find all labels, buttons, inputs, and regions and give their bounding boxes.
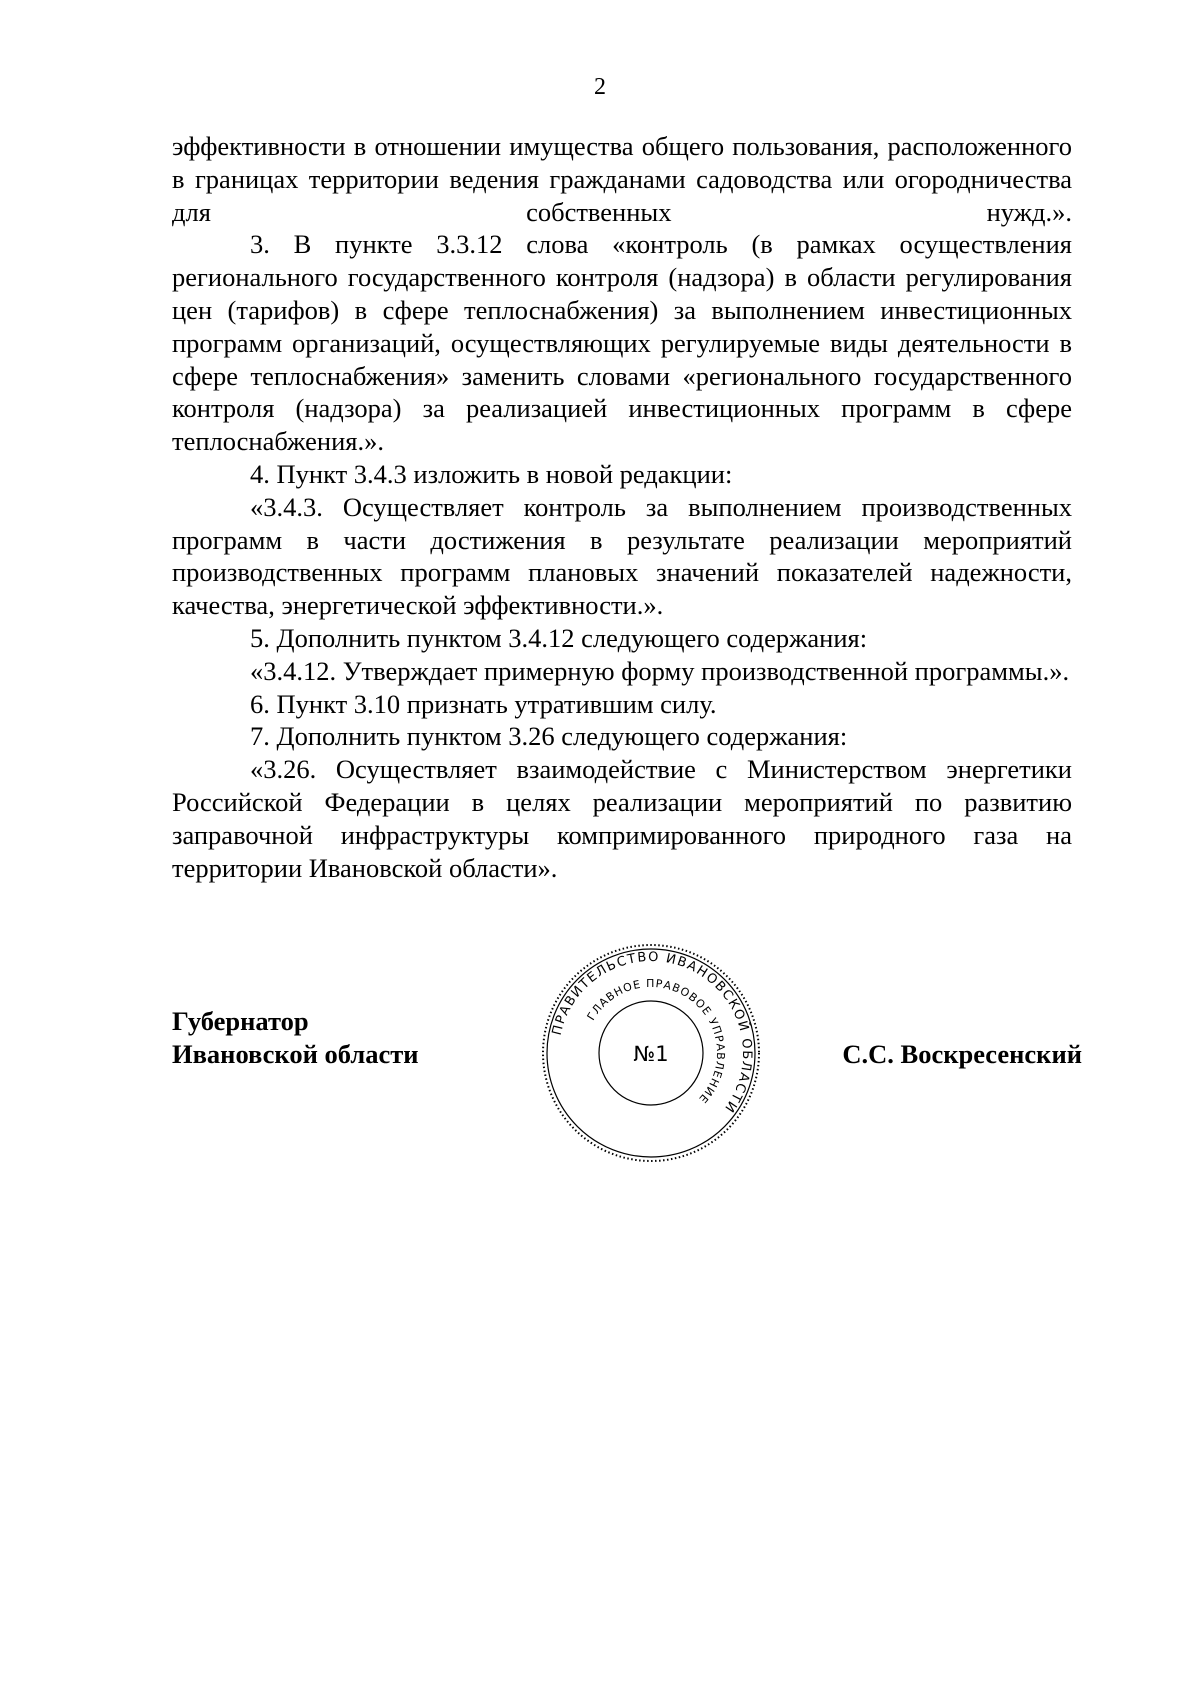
document-body — [172, 130, 1072, 884]
seal-number: №1 — [633, 1042, 669, 1066]
seal-inner-text: ГЛАВНОЕ ПРАВОВОЕ УПРАВЛЕНИЕ — [584, 976, 728, 1107]
paragraph-item-6: 6. Пункт 3.10 признать утратившим силу. — [250, 688, 717, 719]
paragraph-item-4: 4. Пункт 3.4.3 изложить в новой редакции: — [250, 458, 733, 489]
paragraph-continuation: эффективности в отношении имущества общего пользования, расположенного в границах территории ведения гражданами садоводства или огородничества для собственных нужд.». — [172, 131, 1072, 227]
signatory-title-line2: Ивановской области — [172, 1039, 419, 1069]
paragraph-item-7-text: «3.26. Осуществляет взаимодействие с Министерством энергетики Российской Федерации в целях реализации мероприятий по развитию заправочной инфраструктуры компримированного природного газа на территории Ивановской области». — [172, 754, 1072, 883]
paragraph-item-3: 3. В пункте 3.3.12 слова «контроль (в рамках осуществления регионального государственного контроля (надзора) в области регулирования цен (тарифов) в сфере теплоснабжения) за выполнением инвестиционных программ организаций, осуществляющих регулируемые виды деятельности в сфере теплоснабжения» заменить словами «регионального государственного контроля (надзора) за реализацией инвестиционных программ в сфере теплоснабжения.». — [172, 229, 1072, 457]
paragraph-item-4-text: «3.4.3. Осуществляет контроль за выполнением производственных программ в части достижения в результате реализации мероприятий производственных программ плановых значений показателей надежности, качества, энергетической эффективности.». — [172, 491, 1072, 621]
paragraph-item-5-text: «3.4.12. Утверждает примерную форму производственной программы.». — [250, 655, 1070, 686]
seal-outer-text: ПРАВИТЕЛЬСТВО ИВАНОВСКОЙ ОБЛАСТИ — [549, 949, 755, 1116]
paragraph-item-7: 7. Дополнить пунктом 3.26 следующего содержания: — [250, 721, 848, 752]
signatory-title-line1: Губернатор — [172, 1006, 309, 1036]
signatory-title — [172, 1005, 419, 1071]
official-seal — [538, 940, 764, 1166]
page-number: 2 — [594, 74, 606, 100]
signatory-name: С.С. Воскресенский — [842, 1039, 1082, 1069]
paragraph-item-5: 5. Дополнить пунктом 3.4.12 следующего содержания: — [250, 622, 868, 653]
